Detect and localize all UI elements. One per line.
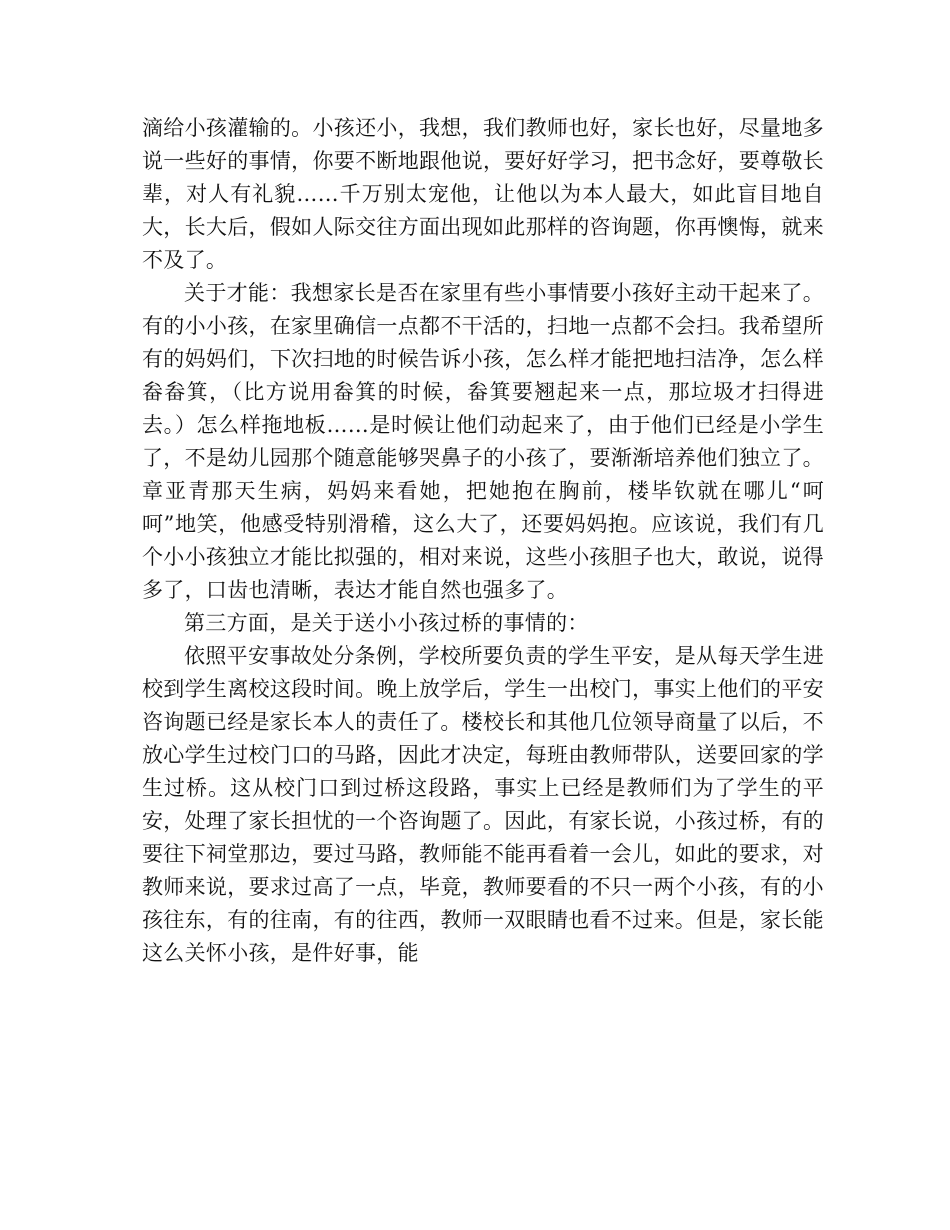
paragraph-3: 第三方面，是关于送小小孩过桥的事情的：	[184, 611, 589, 635]
paragraph-1: 滴给小孩灌输的。小孩还小，我想，我们教师也好，家长也好，尽量地多说一些好的事情，你要不断地跟他说，要好好学习，把书念好，要尊敬长辈，对人有礼貌……千万别太宠他，让他以为本人最大，如此盲目地自大，长大后，假如人际交往方面出现如此那样的咨询题，你再懊悔，就来不及了。	[142, 116, 824, 272]
document-body	[142, 112, 824, 970]
paragraph-2: 关于才能：我想家长是否在家里有些小事情要小孩好主动干起来了。有的小小孩，在家里确信一点都不干活的，扫地一点都不会扫。我希望所有的妈妈们，下次扫地的时候告诉小孩，怎么样才能把地扫洁净，怎么样畚畚箕，（比方说用畚箕的时候，畚箕要翘起来一点，那垃圾才扫得进去。）怎么样拖地板……是时候让他们动起来了，由于他们已经是小学生了，不是幼儿园那个随意能够哭鼻子的小孩了，要渐渐培养他们独立了。章亚青那天生病，妈妈来看她，把她抱在胸前，楼毕钦就在哪儿“呵呵”地笑，他感受特别滑稽，这么大了，还要妈妈抱。应该说，我们有几个小小孩独立才能比拟强的，相对来说，这些小孩胆子也大，敢说，说得多了，口齿也清晰，表达才能自然也强多了。	[142, 281, 824, 602]
paragraph-4: 依照平安事故处分条例，学校所要负责的学生平安，是从每天学生进校到学生离校这段时间。晚上放学后，学生一出校门，事实上他们的平安咨询题已经是家长本人的责任了。楼校长和其他几位领导商量了以后，不放心学生过校门口的马路，因此才决定，每班由教师带队，送要回家的学生过桥。这从校门口到过桥这段路，事实上已经是教师们为了学生的平安，处理了家长担忧的一个咨询题了。因此，有家长说，小孩过桥，有的要往下祠堂那边，要过马路，教师能不能再看着一会儿，如此的要求，对教师来说，要求过高了一点，毕竟，教师要看的不只一两个小孩，有的小孩往东，有的往南，有的往西，教师一双眼睛也看不过来。但是，家长能这么关怀小孩，是件好事，能	[142, 644, 824, 965]
